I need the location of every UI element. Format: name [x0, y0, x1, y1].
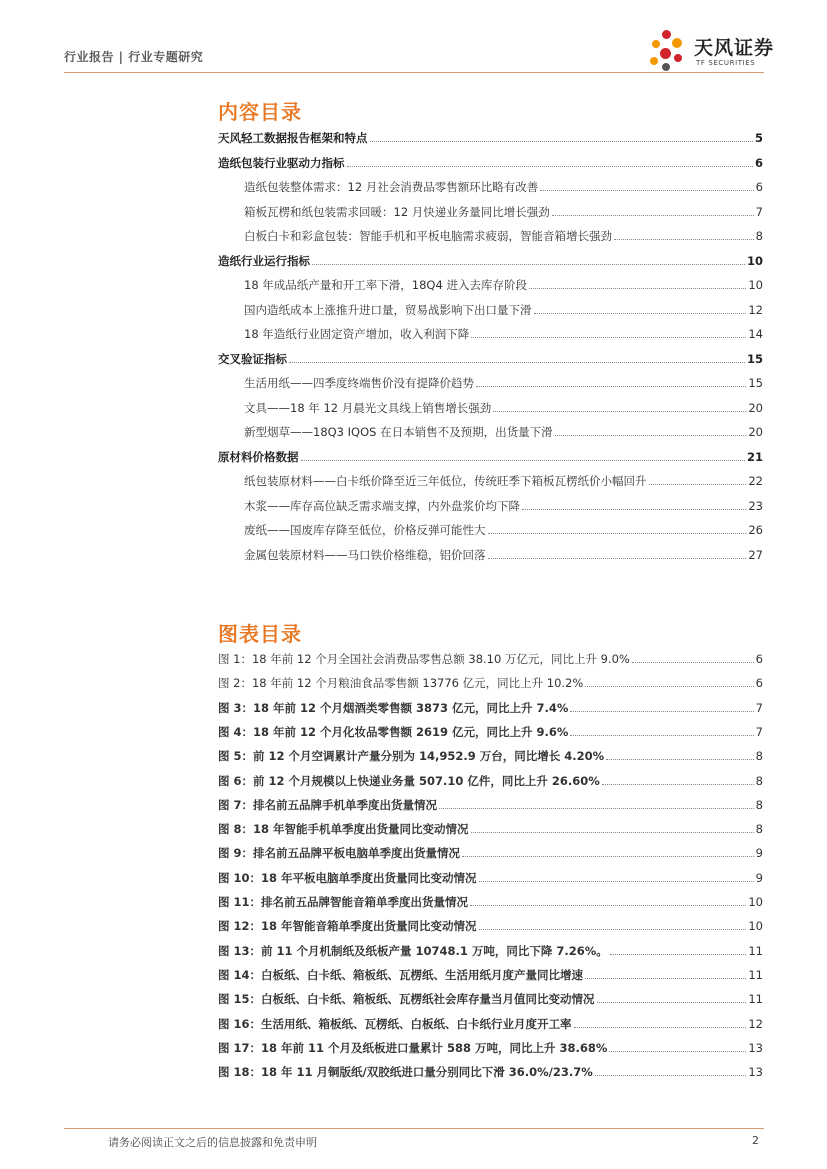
figure-entry-label	[218, 651, 630, 667]
toc-leader-dots	[370, 141, 753, 142]
toc-entry-page: 26	[748, 523, 763, 537]
figure-entry-label	[218, 1016, 572, 1032]
toc-entry[interactable]	[244, 204, 763, 220]
logo-mark-icon	[648, 28, 692, 74]
figure-leader-dots	[610, 954, 747, 955]
toc-entry-label: 纸包装原材料——白卡纸价降至近三年低位，传统旺季下箱板瓦楞纸价小幅回升	[244, 474, 647, 488]
toc-entry[interactable]	[244, 473, 763, 489]
figure-leader-dots	[632, 662, 754, 663]
toc-leader-dots	[312, 264, 745, 265]
logo-text-en: TF SECURITIES	[696, 59, 756, 67]
footer-page-number: 2	[752, 1134, 759, 1147]
toc-leader-dots	[552, 215, 754, 216]
figure-entry-page: 6	[755, 652, 763, 666]
toc-entry-label: 新型烟草——18Q3 IQOS 在日本销售不及预期，出货量下滑	[244, 425, 553, 439]
toc-entry[interactable]	[218, 351, 763, 367]
figure-entry-prefix: 图 2：	[218, 676, 252, 691]
toc-leader-dots	[347, 166, 753, 167]
figure-entry-text: 白板纸、白卡纸、箱板纸、瓦楞纸社会库存量当月值同比变动情况	[261, 992, 595, 1007]
toc-entry-page: 20	[748, 400, 763, 415]
toc-leader-dots	[529, 288, 746, 289]
figure-entry-page: 11	[748, 967, 763, 982]
figure-entry-prefix: 图 16：	[218, 1016, 262, 1031]
toc-leader-dots	[614, 239, 754, 240]
figure-entry-label	[218, 700, 568, 716]
toc-entry-page: 5	[754, 131, 763, 145]
toc-entry-label: 原材料价格数据	[218, 449, 299, 464]
toc-entry-page: 22	[748, 474, 763, 488]
figure-entry-label	[218, 991, 595, 1007]
figure-leader-dots	[606, 759, 753, 760]
toc-leader-dots	[289, 362, 745, 363]
figure-entry-prefix: 图 18：	[218, 1065, 262, 1080]
toc-entry-label: 国内造纸成本上涨推升进口量，贸易战影响下出口量下滑	[244, 302, 532, 317]
toc-entry-label: 18 年造纸行业固定资产增加，收入利润下降	[244, 327, 470, 341]
logo-text-cn: 天风证券	[694, 37, 775, 59]
figure-entry[interactable]	[218, 700, 763, 716]
toc-entry[interactable]	[244, 302, 763, 318]
figure-entry-prefix: 图 9：	[218, 846, 254, 861]
toc-entry[interactable]	[244, 228, 763, 244]
figure-entry-page: 13	[748, 1065, 763, 1080]
report-breadcrumb: 行业报告 | 行业专题研究	[64, 50, 204, 64]
figure-entry-page: 9	[755, 870, 763, 885]
figure-leader-dots	[471, 832, 754, 833]
figure-entry-text: 排名前五品牌手机单季度出货量情况	[253, 797, 438, 812]
figure-entry-label	[218, 724, 568, 740]
figure-entry[interactable]	[218, 918, 763, 934]
figure-entry-prefix: 图 15：	[218, 992, 262, 1007]
figure-entry-page: 11	[748, 943, 763, 958]
toc-entry-label: 金属包装原材料——马口铁价格维稳，铝价回落	[244, 547, 486, 562]
toc-entry[interactable]	[218, 449, 763, 465]
toc-leader-dots	[488, 558, 747, 559]
figure-entry-text: 18 年前 11 个月及纸板进口量累计 588 万吨，同比上升 38.68%	[261, 1040, 608, 1055]
figure-entry-text: 18 年前 12 个月粮油食品零售额 13776 亿元，同比上升 10.2%	[251, 676, 584, 691]
toc-entry[interactable]	[218, 130, 763, 146]
figure-leader-dots	[570, 735, 753, 736]
figure-entry-prefix: 图 4：	[218, 724, 254, 739]
toc-entry-page: 15	[748, 376, 763, 390]
toc-leader-dots	[493, 411, 746, 412]
figure-entry[interactable]	[218, 748, 763, 764]
contents-title: 内容目录	[218, 100, 302, 124]
toc-leader-dots	[488, 533, 747, 534]
figure-entry-label	[218, 821, 469, 837]
toc-entry[interactable]	[244, 277, 763, 293]
toc-entry-page: 14	[748, 327, 763, 341]
figure-entry-page: 10	[748, 919, 763, 934]
figure-entry[interactable]	[218, 1016, 763, 1032]
toc-entry-label: 造纸行业运行指标	[218, 253, 310, 268]
figure-entry-text: 18 年智能手机单季度出货量同比变动情况	[253, 822, 469, 837]
toc-entry[interactable]	[244, 375, 763, 391]
figure-entry-text: 前 11 个月机制纸及纸板产量 10748.1 万吨，同比下降 7.26%。	[261, 943, 608, 958]
toc-entry[interactable]	[244, 179, 763, 195]
toc-entry-page: 10	[746, 253, 763, 268]
toc-entry-page: 23	[748, 498, 763, 513]
figure-entry-page: 11	[748, 992, 763, 1007]
figures-title: 图表目录	[218, 622, 302, 646]
figure-leader-dots	[585, 978, 746, 979]
footer-divider	[64, 1128, 764, 1129]
figure-leader-dots	[470, 905, 746, 906]
toc-entry-page: 7	[755, 204, 763, 219]
header-divider	[64, 72, 764, 73]
figure-entry-text: 排名前五品牌平板电脑单季度出货量情况	[253, 846, 461, 861]
figure-entry-label	[218, 797, 437, 813]
figure-leader-dots	[462, 856, 754, 857]
toc-entry-page: 8	[755, 229, 763, 243]
figure-entry-prefix: 图 5：	[218, 749, 254, 764]
figure-leader-dots	[602, 784, 754, 785]
figure-entry-page: 7	[755, 724, 763, 739]
figure-leader-dots	[439, 808, 754, 809]
toc-entry-page: 6	[754, 155, 763, 170]
toc-leader-dots	[534, 313, 747, 314]
figure-entry-label	[218, 1040, 607, 1056]
toc-entry-label: 18 年成品纸产量和开工率下滑，18Q4 进入去库存阶段	[244, 278, 527, 292]
figure-entry-text: 18 年智能音箱单季度出货量同比变动情况	[261, 919, 477, 934]
figure-entry[interactable]	[218, 651, 763, 667]
toc-leader-dots	[540, 190, 753, 191]
footer-disclaimer: 请务必阅读正文之后的信息披露和免责申明	[108, 1136, 317, 1149]
figure-entry-label	[218, 675, 583, 691]
toc-entry[interactable]	[244, 326, 763, 342]
figure-entry-text: 18 年平板电脑单季度出货量同比变动情况	[261, 870, 477, 885]
figure-entry[interactable]	[218, 870, 763, 886]
figure-entry-label	[218, 943, 608, 959]
toc-entry-label: 废纸——国废库存降至低位，价格反弹可能性大	[244, 523, 486, 537]
figure-entry-label	[218, 967, 583, 983]
figure-entry-page: 8	[755, 822, 763, 837]
figure-leader-dots	[479, 929, 747, 930]
toc-entry[interactable]	[244, 424, 763, 440]
figure-entry-prefix: 图 8：	[218, 822, 254, 837]
figure-entry-text: 前 12 个月规模以上快递业务量 507.10 亿件，同比上升 26.60%	[253, 773, 600, 788]
toc-entry-label: 天风轻工数据报告框架和特点	[218, 131, 368, 145]
figure-entry-prefix: 图 10：	[218, 870, 262, 885]
toc-entry-label: 造纸包装整体需求：12 月社会消费品零售额环比略有改善	[244, 180, 539, 194]
figure-entry[interactable]	[218, 675, 763, 691]
figure-entry-page: 12	[748, 1016, 763, 1031]
figure-entry-label	[218, 773, 600, 789]
figure-entry-prefix: 图 12：	[218, 919, 262, 934]
figure-entry-page: 9	[755, 846, 763, 861]
toc-entry[interactable]	[244, 498, 763, 514]
toc-entry-page: 20	[748, 425, 763, 439]
figure-entry[interactable]	[218, 1040, 763, 1056]
toc-leader-dots	[476, 386, 746, 387]
figure-entry-text: 前 12 个月空调累计产量分别为 14,952.9 万台，同比增长 4.20%	[253, 749, 605, 764]
figure-entry-text: 18 年前 12 个月烟酒类零售额 3873 亿元，同比上升 7.4%	[253, 700, 569, 715]
figure-leader-dots	[609, 1051, 746, 1052]
figure-entry-text: 18 年前 12 个月化妆品零售额 2619 亿元，同比上升 9.6%	[253, 724, 569, 739]
toc-entry-page: 6	[755, 180, 763, 194]
figure-entry-page: 6	[755, 676, 763, 691]
toc-entry[interactable]	[244, 547, 763, 563]
toc-leader-dots	[555, 435, 747, 436]
figure-leader-dots	[597, 1002, 747, 1003]
figure-entry-page: 7	[755, 700, 763, 715]
figure-entry-page: 8	[755, 773, 763, 788]
toc-entry-label: 箱板瓦楞和纸包装需求回暖：12 月快递业务量同比增长强劲	[244, 204, 550, 219]
toc-entry[interactable]	[244, 400, 763, 416]
figure-leader-dots	[585, 686, 753, 687]
toc-leader-dots	[649, 484, 747, 485]
toc-entry-page: 15	[746, 351, 763, 366]
figure-entry-prefix: 图 1：	[218, 652, 252, 666]
toc-entry[interactable]	[244, 522, 763, 538]
figure-entry-prefix: 图 3：	[218, 700, 254, 715]
toc-leader-dots	[301, 460, 745, 461]
figure-entry-text: 排名前五品牌智能音箱单季度出货量情况	[261, 895, 469, 909]
toc-entry[interactable]	[218, 253, 763, 269]
toc-leader-dots	[471, 337, 746, 338]
figure-entry-prefix: 图 7：	[218, 797, 254, 812]
figure-entry-label	[218, 918, 477, 934]
toc-entry-page: 10	[748, 278, 763, 292]
toc-leader-dots	[522, 509, 746, 510]
figure-entry[interactable]	[218, 1064, 763, 1080]
figure-entry-page: 13	[748, 1040, 763, 1055]
figure-leader-dots	[574, 1027, 747, 1028]
figure-entry[interactable]	[218, 894, 763, 910]
figure-entry-prefix: 图 17：	[218, 1040, 262, 1055]
toc-entry[interactable]	[218, 155, 763, 171]
figure-entry[interactable]	[218, 773, 763, 789]
figure-entry[interactable]	[218, 845, 763, 861]
toc-entry-label: 生活用纸——四季度终端售价没有提降价趋势	[244, 376, 474, 390]
figure-entry-page: 8	[755, 797, 763, 812]
figure-entry-text: 18 年前 12 个月全国社会消费品零售总额 38.10 万亿元，同比上升 9.0%	[251, 652, 630, 666]
company-logo	[648, 28, 775, 74]
figure-entry-prefix: 图 11：	[218, 895, 262, 909]
figure-entry-prefix: 图 6：	[218, 773, 254, 788]
toc-entry-label: 交叉验证指标	[218, 351, 287, 366]
figure-entry-text: 白板纸、白卡纸、箱板纸、瓦楞纸、生活用纸月度产量同比增速	[261, 967, 584, 982]
toc-entry-label: 白板白卡和彩盒包装：智能手机和平板电脑需求疲弱，智能音箱增长强劲	[244, 229, 612, 243]
toc-entry-label: 文具——18 年 12 月晨光文具线上销售增长强劲	[244, 400, 492, 415]
figure-leader-dots	[479, 881, 754, 882]
toc-entry-label: 造纸包装行业驱动力指标	[218, 155, 345, 170]
figure-entry-prefix: 图 14：	[218, 967, 262, 982]
figure-entry-label	[218, 870, 477, 886]
figure-entry-label	[218, 1064, 593, 1080]
figure-entry[interactable]	[218, 943, 763, 959]
figure-entry-text: 生活用纸、箱板纸、瓦楞纸、白板纸、白卡纸行业月度开工率	[261, 1016, 572, 1031]
figure-entry[interactable]	[218, 724, 763, 740]
toc-entry-page: 27	[748, 547, 763, 562]
figure-entry[interactable]	[218, 821, 763, 837]
figure-entry-label	[218, 748, 604, 764]
figure-entry[interactable]	[218, 967, 763, 983]
figure-entry[interactable]	[218, 991, 763, 1007]
toc-entry-label: 木浆——库存高位缺乏需求端支撑，内外盘浆价均下降	[244, 498, 520, 513]
figure-leader-dots	[595, 1075, 747, 1076]
toc-entry-page: 21	[746, 449, 763, 464]
toc-entry-page: 12	[748, 302, 763, 317]
figure-entry-text: 18 年 11 月铜版纸/双胶纸进口量分别同比下滑 36.0%/23.7%	[261, 1065, 593, 1080]
figure-entry-prefix: 图 13：	[218, 943, 262, 958]
figure-entry-page: 10	[748, 895, 763, 909]
figure-entry[interactable]	[218, 797, 763, 813]
figure-leader-dots	[570, 711, 753, 712]
figure-entry-page: 8	[755, 749, 763, 764]
figure-entry-label	[218, 845, 460, 861]
figure-entry-label	[218, 894, 468, 910]
